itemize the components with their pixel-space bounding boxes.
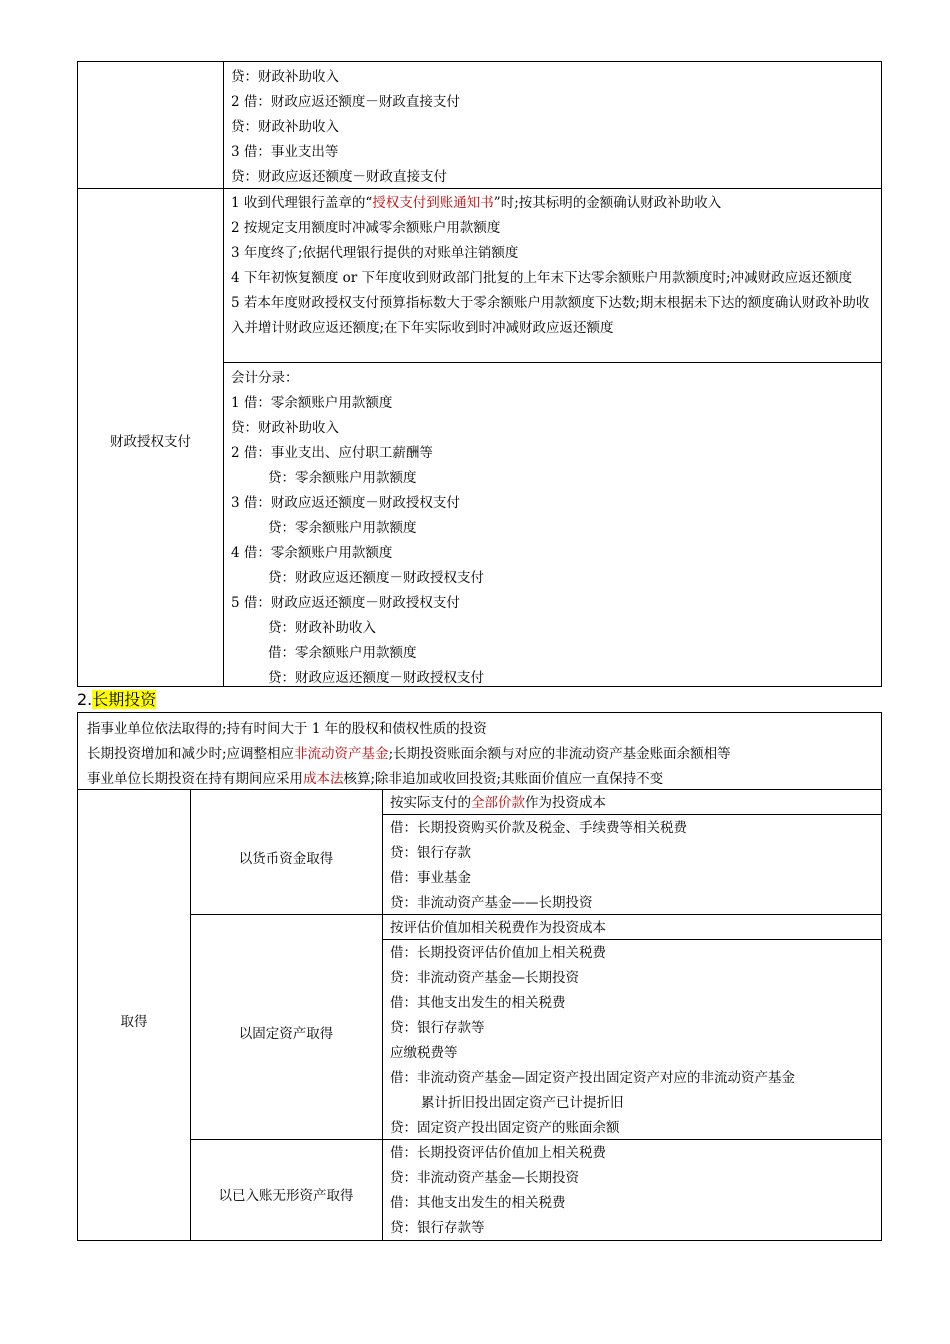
rule-1 xyxy=(231,191,875,216)
entry-line: 借：长期投资购买价款及税金、手续费等相关税费 xyxy=(390,820,687,836)
entry-line: 贷：财政补助收入 xyxy=(231,119,339,135)
rule-1-highlight: 授权支付到账通知书 xyxy=(372,195,494,211)
long-term-investment-table xyxy=(77,712,882,1241)
cost-text: 按实际支付的 xyxy=(390,795,471,811)
entry-line: 借：其他支出发生的相关税费 xyxy=(390,995,566,1011)
column-divider xyxy=(382,789,383,1240)
rule-4: 4 下年初恢复额度 or 下年度收到财政部门批复的上年末下达零余额账户用款额度时;冲减财政应返还额度 xyxy=(231,270,853,286)
intro-text: 核算;除非追加或收回投资;其账面价值应一直保持不变 xyxy=(343,771,664,787)
entry-line: 贷：零余额账户用款额度 xyxy=(268,470,417,486)
entry-line: 贷：固定资产投出固定资产的账面余额 xyxy=(390,1120,620,1136)
section-title: 长期投资 xyxy=(92,690,157,709)
entry-line: 2 借：事业支出、应付职工薪酬等 xyxy=(231,445,433,461)
intro-line-2 xyxy=(87,742,731,767)
authorized-payment-rules xyxy=(231,191,875,341)
intangible-entries xyxy=(390,1141,875,1241)
row-divider xyxy=(78,789,881,790)
entry-line: 贷：财政应返还额度－财政直接支付 xyxy=(231,169,447,185)
entry-line: 3 借：财政应返还额度－财政授权支付 xyxy=(231,495,460,511)
entry-line: 借：长期投资评估价值加上相关税费 xyxy=(390,945,606,961)
entry-line: 借：长期投资评估价值加上相关税费 xyxy=(390,1145,606,1161)
cash-acquire-label: 以货币资金取得 xyxy=(238,851,334,867)
entry-line: 借：零余额账户用款额度 xyxy=(268,645,417,661)
cash-entries xyxy=(390,816,875,916)
column-divider xyxy=(223,62,224,686)
cost-highlight: 全部价款 xyxy=(471,795,525,811)
entry-line: 贷：财政应返还额度－财政授权支付 xyxy=(268,670,484,686)
entry-line: 贷：非流动资产基金—长期投资 xyxy=(390,970,579,986)
entry-line: 借：事业基金 xyxy=(390,870,471,886)
fiscal-payment-table xyxy=(77,61,882,687)
cost-note: 按评估价值加相关税费作为投资成本 xyxy=(390,920,606,936)
row-divider xyxy=(223,362,881,363)
section-number: 2. xyxy=(77,690,93,709)
authorized-payment-label: 财政授权支付 xyxy=(110,434,191,450)
investment-intro xyxy=(87,717,731,792)
fixed-cost-note xyxy=(390,916,875,941)
entry-line: 1 借：零余额账户用款额度 xyxy=(231,395,393,411)
intro-text: ;长期投资账面余额与对应的非流动资产基金账面余额相等 xyxy=(388,746,731,762)
entry-line: 贷：非流动资产基金——长期投资 xyxy=(390,895,593,911)
entry-line: 会计分录： xyxy=(231,370,299,386)
entry-line: 5 借：财政应返还额度－财政授权支付 xyxy=(231,595,460,611)
intangible-acquire-label: 以已入账无形资产取得 xyxy=(218,1188,354,1204)
fixed-asset-acquire-label: 以固定资产取得 xyxy=(238,1026,334,1042)
authorized-payment-entries xyxy=(231,366,875,691)
entry-line: 2 借：财政应返还额度－财政直接支付 xyxy=(231,94,460,110)
section-heading xyxy=(77,689,156,711)
entry-line: 贷：银行存款等 xyxy=(390,1020,485,1036)
entry-line: 贷：银行存款等 xyxy=(390,1220,485,1236)
cost-text: 作为投资成本 xyxy=(525,795,606,811)
cost-note xyxy=(390,791,875,816)
cash-cost-note xyxy=(390,791,875,816)
entry-line: 4 借：零余额账户用款额度 xyxy=(231,545,393,561)
entry-line: 贷：财政补助收入 xyxy=(231,69,339,85)
intro-highlight: 非流动资产基金 xyxy=(294,746,389,762)
direct-payment-entries xyxy=(231,65,875,190)
rule-1-text: 1 收到代理银行盖章的“ xyxy=(231,195,373,211)
entry-line: 贷：零余额账户用款额度 xyxy=(268,520,417,536)
entry-line: 贷：财政补助收入 xyxy=(268,620,376,636)
entry-line: 借：非流动资产基金—固定资产投出固定资产对应的非流动资产基金 xyxy=(390,1070,795,1086)
fixed-entries xyxy=(390,941,875,1141)
intro-text: 长期投资增加和减少时;应调整相应 xyxy=(87,746,295,762)
entry-line: 3 借：事业支出等 xyxy=(231,144,339,160)
entry-line: 借：其他支出发生的相关税费 xyxy=(390,1195,566,1211)
rule-3: 3 年度终了;依据代理银行提供的对账单注销额度 xyxy=(231,245,519,261)
intro-line-1: 指事业单位依法取得的;持有时间大于 1 年的股权和债权性质的投资 xyxy=(87,721,487,737)
entry-line: 应缴税费等 xyxy=(390,1045,458,1061)
intro-highlight: 成本法 xyxy=(303,771,344,787)
intro-text: 事业单位长期投资在持有期间应采用 xyxy=(87,771,303,787)
rule-1-text-end: ”时;按其标明的金额确认财政补助收入 xyxy=(493,195,722,211)
entry-line: 贷：银行存款 xyxy=(390,845,471,861)
row-divider xyxy=(78,188,881,189)
entry-line: 贷：财政补助收入 xyxy=(231,420,339,436)
rule-5: 5 若本年度财政授权支付预算指标数大于零余额账户用款额度下达数;期末根据未下达的额度确认财政补助收入并增计财政应返还额度;在下年实际收到时冲减财政应返还额度 xyxy=(231,295,870,336)
entry-line: 累计折旧投出固定资产已计提折旧 xyxy=(421,1095,624,1111)
entry-line: 贷：财政应返还额度－财政授权支付 xyxy=(268,570,484,586)
rule-2: 2 按规定支用额度时冲减零余额账户用款额度 xyxy=(231,220,501,236)
acquire-label: 取得 xyxy=(120,1014,148,1030)
entry-line: 贷：非流动资产基金—长期投资 xyxy=(390,1170,579,1186)
